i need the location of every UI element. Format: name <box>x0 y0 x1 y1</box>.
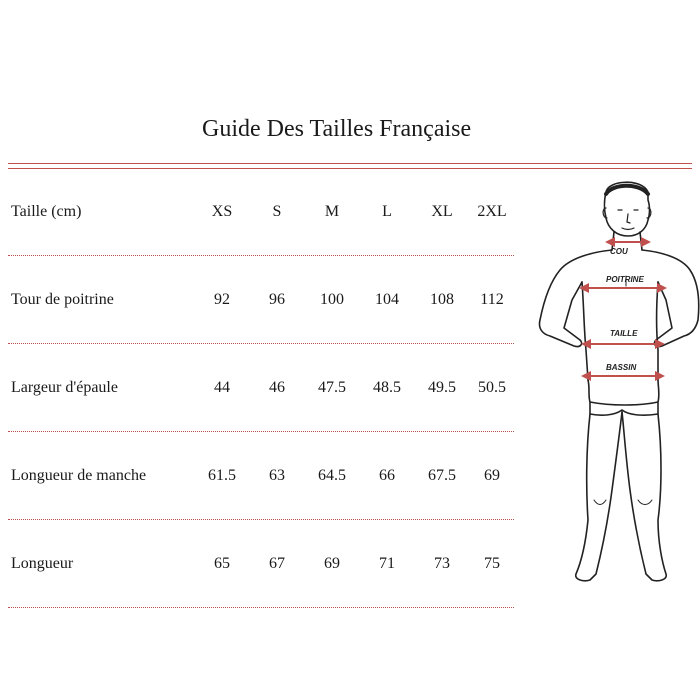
table-cell: 61.5 <box>208 467 236 484</box>
table-row-sleeve <box>8 432 514 520</box>
table-cell: 49.5 <box>428 379 456 396</box>
row-label: Tour de poitrine <box>11 291 114 308</box>
chest-label: POITRINE <box>606 275 644 284</box>
table-cell: 96 <box>269 291 285 308</box>
table-cell: 92 <box>214 291 230 308</box>
table-cell: 44 <box>214 379 230 396</box>
table-cell: 64.5 <box>318 467 346 484</box>
size-header-2xl: 2XL <box>477 203 507 220</box>
waist-label: TAILLE <box>610 329 638 338</box>
table-row-shoulder <box>8 344 514 432</box>
table-cell: 63 <box>269 467 285 484</box>
page-title: Guide Des Tailles Française <box>202 116 472 142</box>
body-measurement-figure <box>530 170 700 590</box>
table-cell: 69 <box>324 555 340 572</box>
row-label: Longueur <box>11 555 74 572</box>
row-label: Longueur de manche <box>11 467 147 484</box>
table-cell: 50.5 <box>478 379 506 396</box>
table-cell: 73 <box>434 555 450 572</box>
table-cell: 112 <box>480 291 504 308</box>
neck-label: COU <box>610 247 628 256</box>
table-cell: 67 <box>269 555 285 572</box>
table-cell: 104 <box>375 291 399 308</box>
row-divider <box>8 607 514 608</box>
row-label: Largeur d'épaule <box>11 379 118 396</box>
size-header-label: Taille (cm) <box>11 203 82 220</box>
table-cell: 71 <box>379 555 395 572</box>
size-header-s: S <box>272 203 282 220</box>
table-cell: 67.5 <box>428 467 456 484</box>
table-row-chest <box>8 256 514 344</box>
hip-label: BASSIN <box>606 363 637 372</box>
table-cell: 65 <box>214 555 230 572</box>
table-cell: 75 <box>484 555 500 572</box>
table-cell: 69 <box>484 467 500 484</box>
size-header-l: L <box>382 203 392 220</box>
size-header-m: M <box>324 203 340 220</box>
table-cell: 46 <box>269 379 285 396</box>
table-row-length <box>8 520 514 608</box>
table-cell: 100 <box>320 291 344 308</box>
table-cell: 108 <box>430 291 454 308</box>
table-cell: 47.5 <box>318 379 346 396</box>
size-header-xs: XS <box>211 203 233 220</box>
man-silhouette-icon <box>530 170 700 590</box>
table-cell: 66 <box>379 467 395 484</box>
size-header-row <box>8 168 514 256</box>
table-cell: 48.5 <box>373 379 401 396</box>
size-header-xl: XL <box>431 203 453 220</box>
